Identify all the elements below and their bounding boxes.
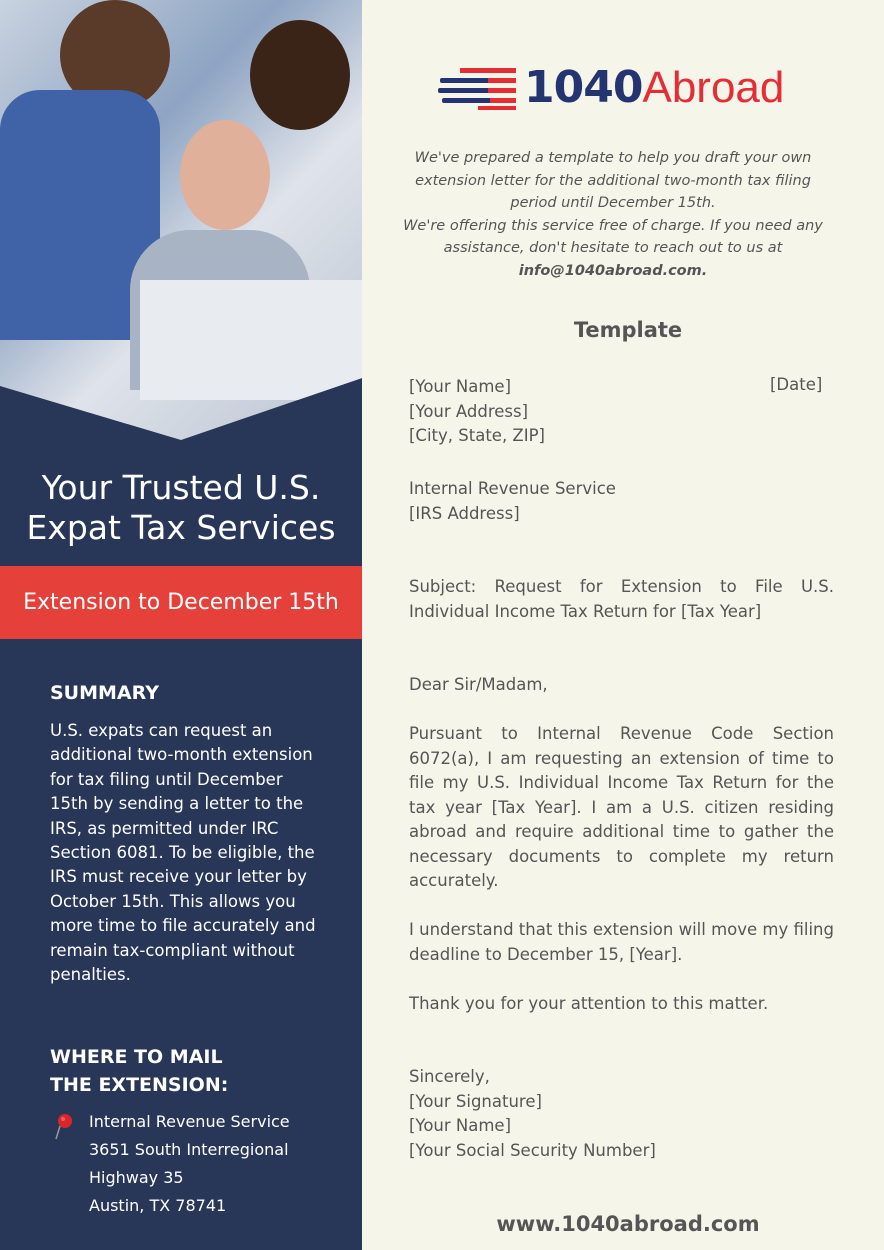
address-line: 3651 South Interregional (89, 1140, 289, 1159)
mail-heading-line: WHERE TO MAIL (50, 1046, 223, 1068)
address-line: Highway 35 (89, 1168, 184, 1187)
letter-paragraph-1: Pursuant to Internal Revenue Code Section 6072(a), I am requesting an extension of time to file my U.S. Individual Income Tax Return for the tax year [Tax Year]. I am a U.S. citizen residing abroad and require additional time to gather the necessary documents to complete my return accurately. (409, 724, 834, 890)
intro-line: We've prepared a template to help you draft your own (414, 150, 812, 166)
recipient-line: [IRS Address] (409, 503, 520, 523)
sender-line: [City, State, ZIP] (409, 426, 545, 445)
mail-heading (50, 1043, 228, 1099)
hero-line: Expat Tax Services (26, 508, 336, 547)
intro-line: extension letter for the additional two-month tax filing (415, 172, 811, 189)
contact-email[interactable]: info@1040abroad.com. (518, 262, 708, 279)
closing-line: [Your Signature] (409, 1091, 542, 1111)
address-line: Internal Revenue Service (89, 1112, 290, 1131)
recipient-block (409, 477, 834, 526)
closing-line: Sincerely, (409, 1067, 490, 1086)
team-photo (0, 0, 362, 440)
extension-band: Extension to December 15th (0, 566, 362, 639)
summary-heading: SUMMARY (50, 682, 159, 704)
closing-block (409, 1065, 834, 1163)
intro-line: assistance, don't hesitate to reach out to us at (443, 240, 783, 256)
intro-text (380, 147, 846, 282)
template-heading: Template (573, 318, 683, 342)
intro-line: period until December 15th. (510, 195, 716, 211)
subject-line: Subject: Request for Extension to File U.S. Individual Income Tax Return for [Tax Year] (409, 577, 834, 621)
mail-heading-line: THE EXTENSION: (50, 1074, 229, 1096)
address-line: Austin, TX 78741 (89, 1196, 227, 1215)
sender-line: [Your Name] (409, 377, 512, 396)
recipient-line: Internal Revenue Service (409, 479, 616, 498)
letter-paragraph-2: I understand that this extension will move my filing deadline to December 15, [Year]. (409, 920, 834, 964)
irs-mailing-address (89, 1108, 290, 1220)
summary-text: U.S. expats can request an additional two-month extension for tax filing until December 15th by sending a letter to the IRS, as permitted under IRC Section 6081. To be eligible, the IRS must receive your letter by October 15th. This allows you more time to file accurately and remain tax-compliant without penalties. (50, 721, 316, 985)
sender-block (409, 375, 834, 449)
letter-paragraph-3: Thank you for your attention to this matter. (409, 994, 769, 1013)
closing-line: [Your Name] (409, 1116, 512, 1135)
hero-line: Your Trusted U.S. (41, 468, 321, 507)
logo-word: Abroad (642, 62, 785, 112)
salutation: Dear Sir/Madam, (409, 675, 548, 694)
intro-line: We're offering this service free of charge. If you need any (403, 217, 823, 234)
flag-stripes-icon (438, 65, 518, 111)
hero-title (0, 468, 362, 548)
website-link[interactable]: www.1040abroad.com (496, 1212, 760, 1236)
logo-number: 1040 (524, 62, 643, 113)
date-placeholder: [Date] (770, 375, 823, 394)
sender-line: [Your Address] (409, 401, 529, 421)
closing-line: [Your Social Security Number] (409, 1140, 656, 1160)
logo (438, 62, 784, 113)
sidebar (0, 0, 362, 1250)
pushpin-icon (55, 1112, 73, 1140)
